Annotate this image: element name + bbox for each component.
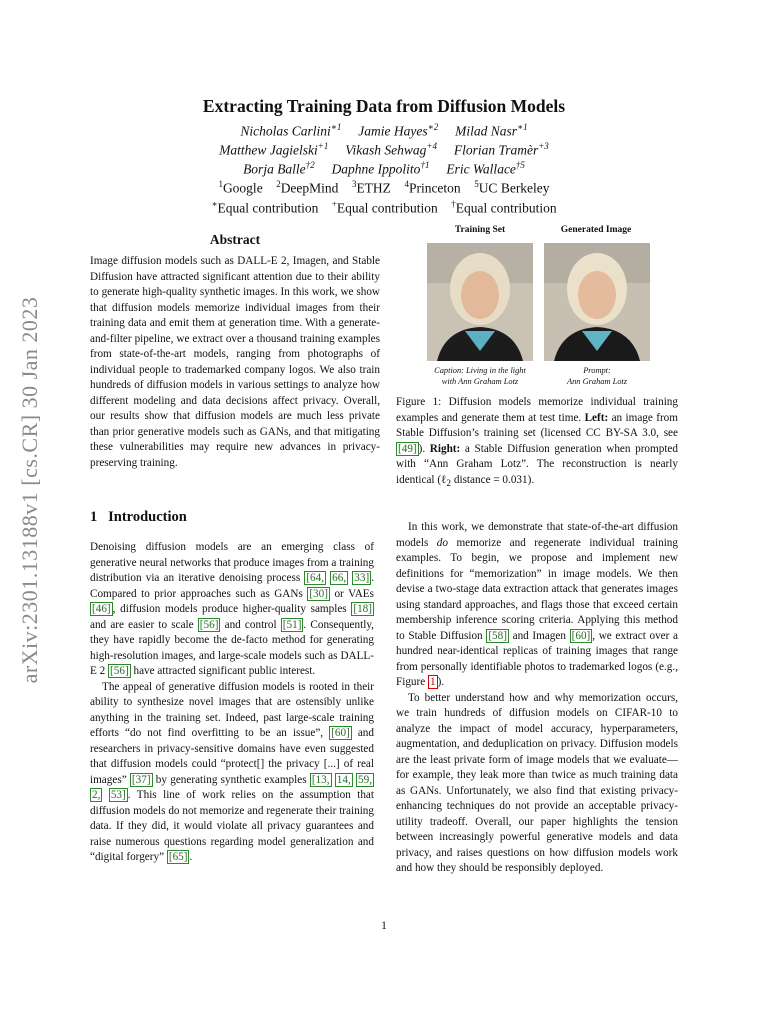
page-number: 1 xyxy=(381,920,387,932)
section-title: Introduction xyxy=(108,509,187,525)
author-affiliation-mark: ∗1 xyxy=(330,122,342,132)
text-run: and are easier to scale xyxy=(90,618,198,631)
text-run: or VAEs xyxy=(329,587,374,600)
text-run: . xyxy=(189,851,193,863)
author-affiliation-mark: +1 xyxy=(317,141,329,151)
intro-right-column xyxy=(396,520,678,877)
author-affiliation-mark: ∗2 xyxy=(427,122,439,132)
text-run: and Imagen xyxy=(508,629,570,642)
text-run: and researchers in privacy-sensitive domains have even suggested that diffusion models could “protect[] the privacy [...] of real images” xyxy=(90,727,374,786)
affiliation-mark: 5 xyxy=(474,179,479,189)
intro-paragraph-1 xyxy=(90,540,374,680)
citation-link[interactable]: 2, xyxy=(92,789,101,801)
citation-link[interactable]: [13, xyxy=(311,773,330,786)
author-name: Eric Wallace xyxy=(446,161,516,177)
text-run: memorize and regenerate individual training examples. To begin, we propose and implement new definitions for “memorization” in image models. We then devise a two-stage data extraction attack that generates images using standard approaches, and flags those that exceed certain membership inference scoring criteria. Applying this method to Stable Diffusion xyxy=(396,536,678,642)
author-name: Milad Nasr xyxy=(455,123,517,139)
section-heading-introduction xyxy=(90,509,187,526)
training-set-photo xyxy=(427,243,533,361)
citation-link[interactable]: [46] xyxy=(92,603,111,615)
figure-caption-left-text: an image from Stable Diffusion’s training set (licensed CC BY-SA 3.0, see xyxy=(396,411,678,439)
contribution-text: Equal contribution xyxy=(336,200,438,216)
author-line-2 xyxy=(0,141,768,159)
citation-link[interactable]: [64, xyxy=(306,572,325,584)
affiliation-text: Google xyxy=(222,180,263,196)
author-affiliation-mark: +4 xyxy=(426,141,437,151)
text-run: To better understand how and why memorization occurs, we train hundreds of diffusion models on CIFAR-10 to analyze the impact of model accuracy, hyperparameters, augmentation, and deduplication on privacy. Diffusion models are the least private form of image models that we evaluate—for example, they leak more than twice as much training data as GANs. Unfortunately, we also find that existing privacy-enhancing techniques do not provide an acceptable privacy-utility tradeoff. Overall, our paper highlights the tension between increasingly powerful generative models and data privacy, and raises questions on how diffusion models work and how they should be responsibly deployed. xyxy=(396,691,678,874)
author-affiliation-mark: †5 xyxy=(515,160,525,170)
affiliations xyxy=(0,179,768,197)
intro-paragraph-4 xyxy=(396,691,678,877)
intro-left-column xyxy=(90,540,374,866)
affiliation-mark: 3 xyxy=(351,179,357,189)
figure-caption-right-bold: Right: xyxy=(429,442,461,455)
citation-link[interactable]: [56] xyxy=(199,618,219,631)
text-run xyxy=(102,789,108,801)
figure-caption-prefix: Figure 1: Diffusion models memorize individual training examples and generate them at test time. xyxy=(396,396,678,424)
contribution-text: Equal contribution xyxy=(455,200,557,216)
affiliation-mark: 4 xyxy=(404,179,409,189)
author-name: Matthew Jagielski xyxy=(219,142,318,158)
text-run: Denoising diffusion models are an emerging class of generative neural networks that produce images from a training distribution via an iterative denoising process xyxy=(90,541,374,584)
author-name: Vikash Sehwag xyxy=(345,142,427,158)
author-name: Borja Balle xyxy=(243,161,306,177)
training-set-caption xyxy=(420,365,540,387)
affiliation-text: ETHZ xyxy=(356,180,391,196)
contribution-mark: + xyxy=(331,199,337,209)
text-run: , diffusion models produce higher-quality samples xyxy=(112,603,352,615)
citation-link[interactable]: 33] xyxy=(354,572,370,584)
author-line-1 xyxy=(0,122,768,140)
text-run: by generating synthetic examples xyxy=(152,773,310,786)
text-run: In this work, we demonstrate that state-of-the-art diffusion models xyxy=(396,521,678,549)
citation-link[interactable]: [56] xyxy=(110,665,129,677)
contributions xyxy=(0,199,768,217)
citation-link[interactable]: 66, xyxy=(332,572,347,584)
citation-link[interactable]: [58] xyxy=(488,629,507,642)
citation-link[interactable]: 53] xyxy=(110,789,126,801)
generated-image-prompt xyxy=(540,365,654,387)
citation-link[interactable]: [65] xyxy=(168,851,188,863)
author-affiliation-mark: +3 xyxy=(538,141,549,151)
figure-label-training-set: Training Set xyxy=(454,225,506,235)
contribution-mark: ∗ xyxy=(211,199,218,209)
author-line-3 xyxy=(0,160,768,178)
text-run: . This line of work relies on the assumption that diffusion models do not memorize and regenerate their training data. If they did, it would violate all privacy guarantees and raise numerous questions regarding model generalization and “digital forgery” xyxy=(90,789,374,863)
citation-link[interactable]: [18] xyxy=(353,603,372,615)
figure-1-caption xyxy=(396,395,678,492)
citation-link[interactable]: [37] xyxy=(131,773,151,786)
affiliation-mark: 2 xyxy=(276,179,281,189)
prompt-text: Ann Graham Lotz xyxy=(566,377,628,386)
affiliation-text: Princeton xyxy=(408,180,461,196)
author-affiliation-mark: †1 xyxy=(420,160,430,170)
text-run: , we extract over a hundred near-identical replicas of training images that range from personally identifiable photos to trademarked logos (e.g., Figure xyxy=(396,629,678,688)
arxiv-stamp-text: arXiv:2301.13188v1 [cs.CR] 30 Jan 2023 xyxy=(17,296,42,684)
text-run: . Compared to prior approaches such as GANs xyxy=(90,572,375,600)
section-number: 1 xyxy=(90,509,98,525)
figure-label-generated-image: Generated Image xyxy=(560,225,632,235)
text-run: ). xyxy=(437,676,445,688)
abstract-heading: Abstract xyxy=(209,232,261,247)
figure-caption-subscript: 2 xyxy=(446,478,452,489)
intro-paragraph-3 xyxy=(396,520,678,691)
emphasis: do xyxy=(436,536,448,549)
affiliation-text: DeepMind xyxy=(280,180,339,196)
citation-link[interactable]: [30] xyxy=(309,587,328,600)
arxiv-stamp xyxy=(10,270,50,710)
figure-caption-left-bold: Left: xyxy=(584,411,609,424)
author-name: Nicholas Carlini xyxy=(240,123,331,139)
text-run: . Consequently, they have rapidly become the de-facto method for generating high-resolution images, and large-scale models such as DALL-E 2 xyxy=(90,618,374,677)
author-name: Daphne Ippolito xyxy=(331,161,421,177)
text-run: The appeal of generative diffusion models is rooted in their ability to synthesize novel images that are ostensibly unlike anything in the training set. Indeed, past large-scale training efforts “do not find overfitting to be an issue”, xyxy=(90,680,374,739)
contribution-text: Equal contribution xyxy=(217,200,319,216)
citation-link[interactable]: [60] xyxy=(331,727,350,739)
affiliation-text: UC Berkeley xyxy=(478,180,550,196)
text-run: and control xyxy=(220,618,281,631)
affiliation-mark: 1 xyxy=(218,179,223,189)
citation-link[interactable]: 14, xyxy=(336,773,351,786)
intro-paragraph-2 xyxy=(90,680,374,866)
training-set-caption-line-1: Caption: Living in the light xyxy=(434,366,526,375)
paper-title: Extracting Training Data from Diffusion Models xyxy=(202,96,566,116)
generated-image-photo xyxy=(544,243,650,361)
contribution-mark: † xyxy=(451,199,456,209)
figure-reference-link[interactable]: 1 xyxy=(430,676,436,688)
author-affiliation-mark: ∗1 xyxy=(517,122,528,132)
citation-link[interactable]: [60] xyxy=(571,629,591,642)
citation-link[interactable]: [49] xyxy=(398,442,417,455)
training-set-caption-line-2: with Ann Graham Lotz xyxy=(441,377,519,386)
citation-link[interactable]: 59, xyxy=(358,773,373,786)
text-run: have attracted significant public interest. xyxy=(130,665,316,677)
abstract-text: Image diffusion models such as DALL-E 2, Imagen, and Stable Diffusion have attracted significant attention due to their ability to generate high-quality synthetic images. In this work, we show that diffusion models memorize individual images from their training data and emit them at generation time. With a generate-and-filter pipeline, we extract over a thousand training examples from state-of-the-art models, ranging from photographs of individual people to trademarked company logos. We also train hundreds of diffusion models in various settings to analyze how different modeling and data decisions affect privacy. Overall, our results show that diffusion models are much less private than prior generative models such as GANs, and that mitigating these vulnerabilities may require new advances in privacy-preserving training. xyxy=(90,255,380,469)
prompt-label: Prompt: xyxy=(583,366,611,375)
author-name: Florian Tramèr xyxy=(453,142,539,158)
figure-caption-right-end: distance = 0.031). xyxy=(451,473,535,486)
figure-caption-right-text: a Stable Diffusion generation when prompted with “Ann Graham Lotz”. The reconstruction is nearly identical (ℓ xyxy=(396,442,678,486)
author-affiliation-mark: †2 xyxy=(305,160,315,170)
figure-caption-left-end: ). xyxy=(418,442,430,455)
citation-link[interactable]: [51] xyxy=(282,618,302,631)
author-name: Jamie Hayes xyxy=(358,123,428,139)
